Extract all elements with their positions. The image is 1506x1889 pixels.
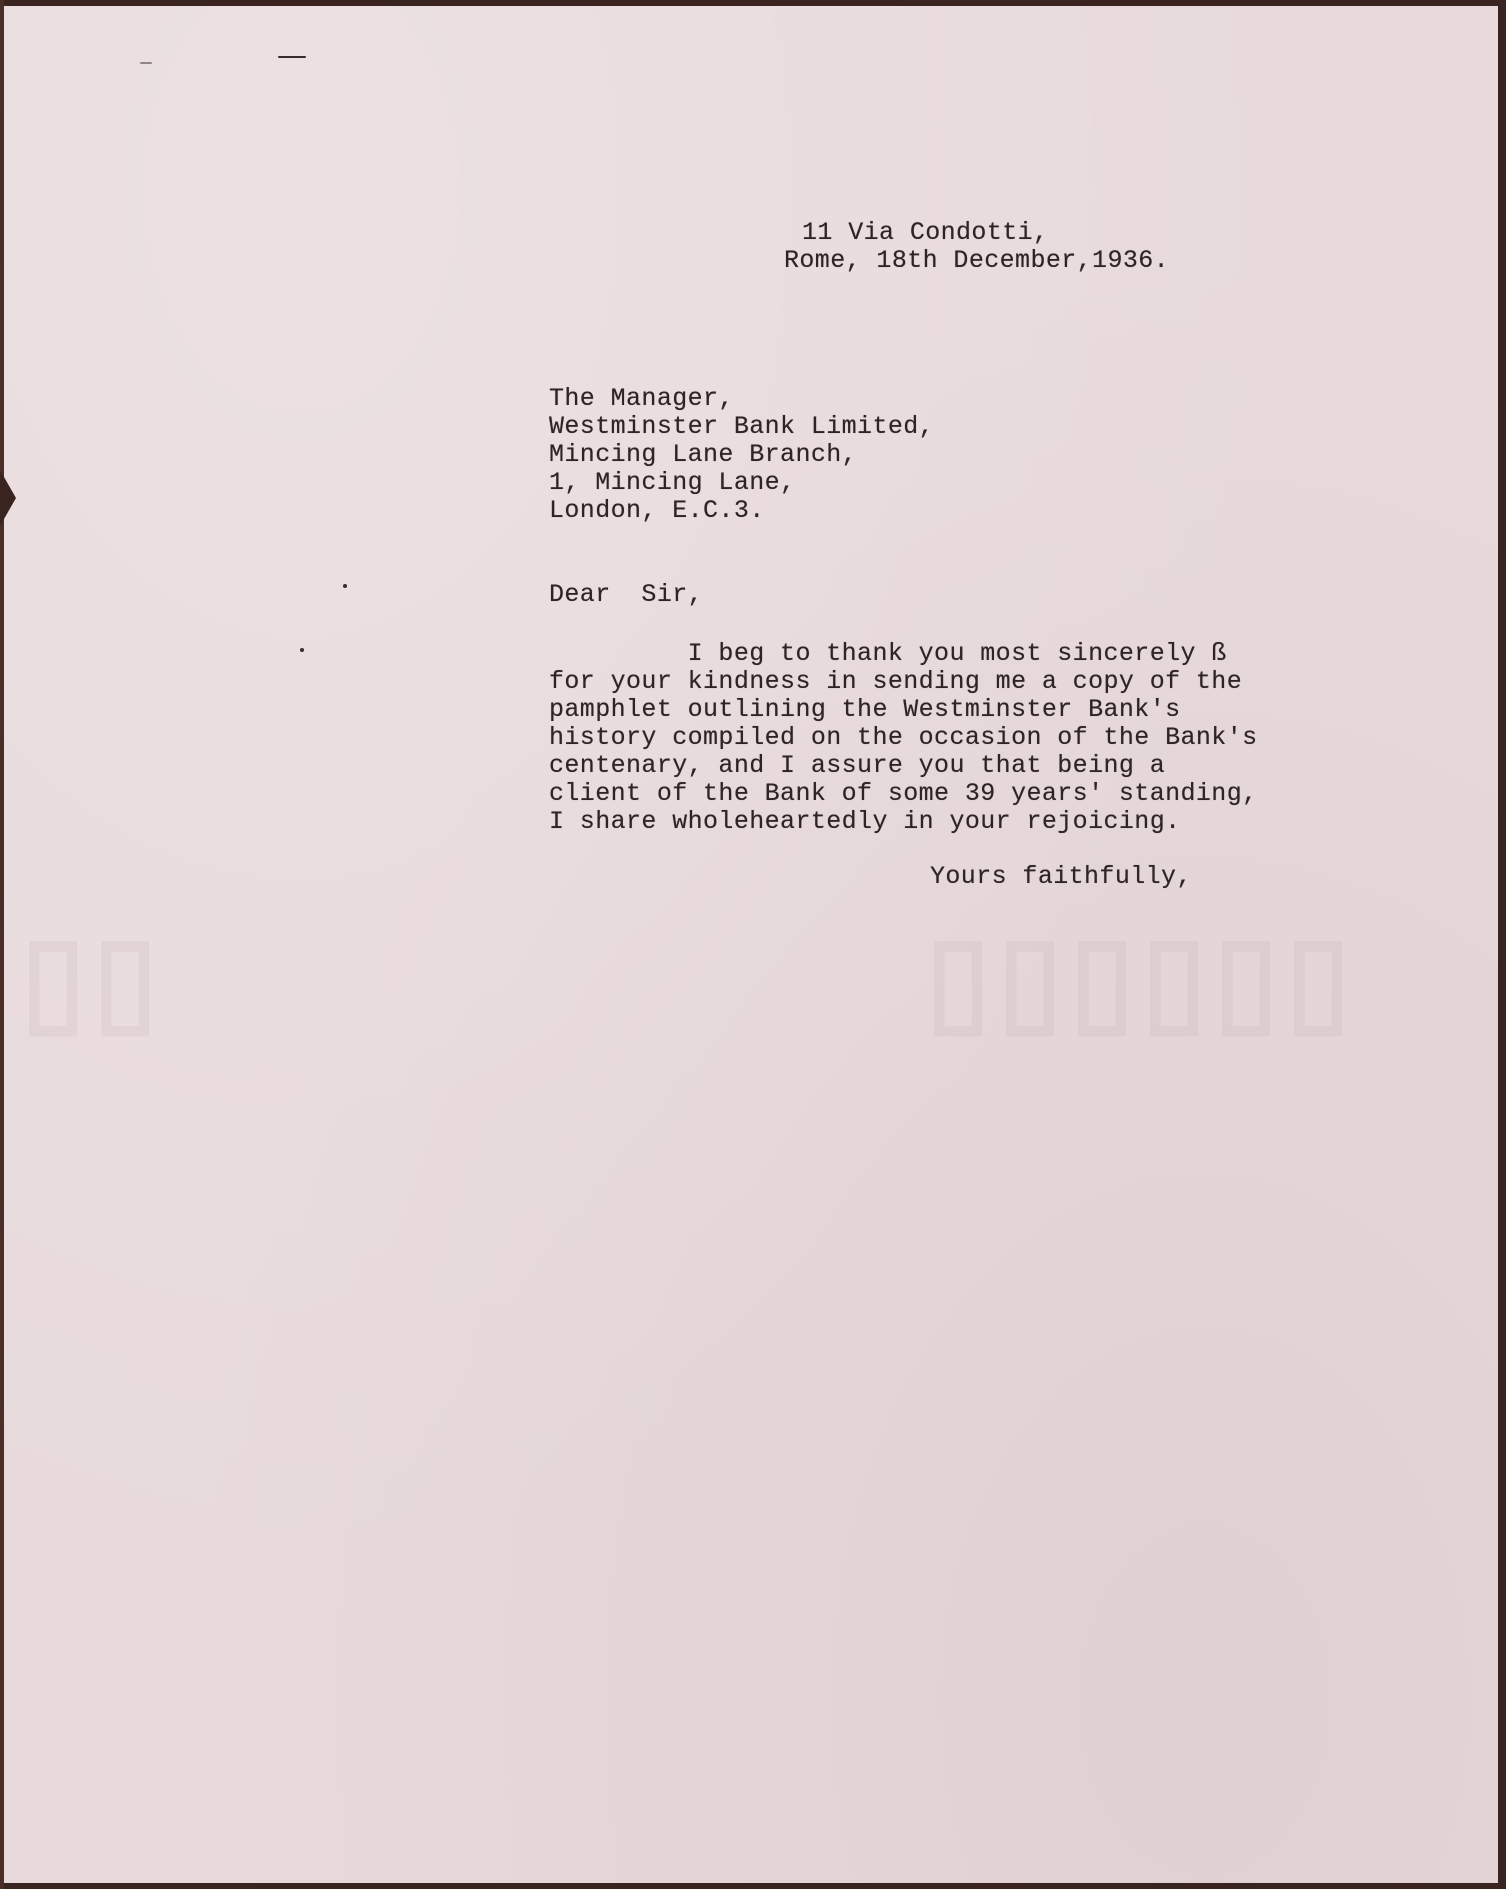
recipient-line: Westminster Bank Limited, [549,412,935,441]
recipient-line: Mincing Lane Branch, [549,440,858,469]
body-line: I share wholeheartedly in your rejoicing. [549,807,1181,836]
sender-address-line1: 11 Via Condotti, [802,218,1049,247]
scan-border-right [1498,0,1506,1889]
paper-speck [343,584,347,588]
salutation: Dear Sir, [549,580,704,609]
recipient-line: 1, Mincing Lane, [549,468,796,497]
sender-address-line2: Rome, 18th December,1936. [784,246,1170,275]
bleed-through-mark: ▯▯▯▯▯▯ [925,913,1358,1046]
closing: Yours faithfully, [930,862,1192,891]
bleed-through-mark: ▯▯ [20,913,165,1046]
body-line: pamphlet outlining the Westminster Bank's [549,695,1181,724]
paper-speck [140,62,152,64]
scan-border-top [0,0,1506,6]
body-line: for your kindness in sending me a copy of the [549,667,1243,696]
scan-border-left [0,0,4,1889]
recipient-line: London, E.C.3. [549,496,765,525]
body-line: I beg to thank you most sincerely ß [549,639,1227,668]
scan-border-bottom [0,1883,1506,1889]
paper-speck [300,648,304,652]
body-line: centenary, and I assure you that being a [549,751,1166,780]
recipient-line: The Manager, [549,384,734,413]
body-line: history compiled on the occasion of the Bank's [549,723,1258,752]
paper-speck [278,56,306,58]
body-line: client of the Bank of some 39 years' standing, [549,779,1258,808]
paper-tear [0,470,16,526]
